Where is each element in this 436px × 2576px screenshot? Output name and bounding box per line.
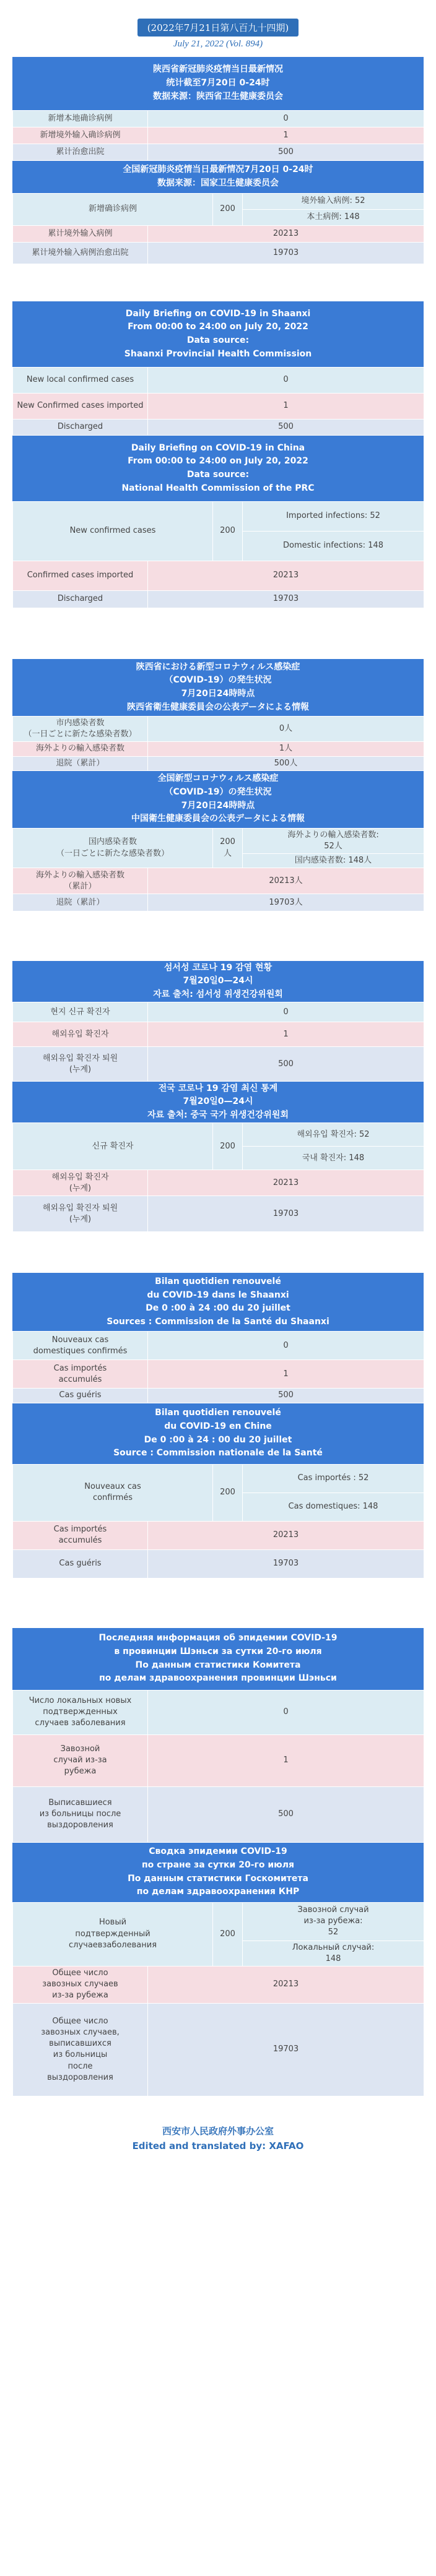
provincial-header-line: 섬서성 코로나 19 감염 현황	[164, 962, 272, 973]
national-header-line: （COVID-19）の発生状況	[164, 787, 272, 798]
provincial-table	[12, 110, 424, 161]
row-value: 500	[148, 144, 424, 161]
row-label: 현지 신규 확진자	[13, 1002, 148, 1022]
row-label: Cas guéris	[13, 1389, 148, 1403]
section-spacer	[0, 911, 436, 961]
row-value: 1	[148, 1022, 424, 1047]
provincial-header-line: Data source:	[186, 335, 250, 345]
row-value: 19703	[148, 1549, 424, 1578]
row-label: 해외유입 확진자 퇴원 (누계)	[13, 1196, 148, 1232]
row-value: 20213	[148, 1966, 424, 2003]
provincial-header-line: по делам здравоохранения провинции Шэньси	[99, 1673, 337, 1684]
provincial-header	[12, 1628, 424, 1690]
national-table	[12, 828, 424, 912]
provincial-header-line: 자료 출처: 섬서성 위생건강위원회	[153, 989, 283, 1000]
table-row	[13, 1549, 424, 1578]
row-value: 19703人	[148, 894, 424, 911]
national-header	[12, 161, 424, 193]
briefing-ja	[12, 659, 424, 911]
table-row	[13, 144, 424, 161]
row-value: 0	[148, 1332, 424, 1360]
row-value: 20213	[148, 561, 424, 591]
briefing-zh	[12, 57, 424, 264]
national-header-line: 전국 코로나 19 감염 최신 통계	[158, 1083, 278, 1093]
table-row	[13, 1170, 424, 1196]
issue-title: (2022年7月21日第八百九十四期)	[137, 19, 299, 37]
table-row	[13, 1690, 424, 1734]
table-row	[13, 194, 424, 210]
footer	[0, 2096, 436, 2153]
new-cases-total: 200	[213, 1123, 243, 1170]
new-cases-label: Новый подтвержденный случаевзаболевания	[13, 1902, 213, 1966]
imported-new-cases: 海外よりの輸入感染者数: 52人	[243, 828, 424, 853]
section-spacer	[0, 1232, 436, 1273]
row-label: Nouveaux cas domestiques confirmés	[13, 1332, 148, 1360]
section-spacer	[0, 1579, 436, 1628]
table-row	[13, 243, 424, 264]
provincial-header	[12, 659, 424, 716]
row-label: 累计境外输入病例	[13, 226, 148, 243]
table-row	[13, 894, 424, 911]
imported-new-cases: 境外输入病例: 52	[243, 194, 424, 210]
row-label: Cas guéris	[13, 1549, 148, 1578]
national-header-line: From 00:00 to 24:00 on July 20, 2022	[128, 456, 308, 467]
new-cases-total: 200	[213, 1464, 243, 1521]
table-row	[13, 756, 424, 770]
footer-credit: Edited and translated by: XAFAO	[132, 2140, 304, 2152]
row-value: 1	[148, 1360, 424, 1389]
row-value: 19703	[148, 591, 424, 608]
row-value: 0	[148, 368, 424, 394]
provincial-table	[12, 716, 424, 771]
issue-date: July 21, 2022 (Vol. 894)	[173, 39, 263, 49]
row-value: 20213	[148, 1521, 424, 1549]
provincial-header-line: Shaanxi Provincial Health Commission	[124, 348, 312, 359]
new-cases-label: 国内感染者数 （一日ごとに新たな感染者数）	[13, 828, 213, 868]
row-label: 海外よりの輸入感染者数	[13, 742, 148, 756]
row-value: 1人	[148, 742, 424, 756]
national-header-line: 자료 출처: 중국 국가 위생건강위원회	[147, 1110, 289, 1121]
row-value: 0	[148, 1690, 424, 1734]
new-cases-label: 新增确诊病例	[13, 194, 213, 226]
table-row	[13, 502, 424, 532]
row-label: 新增境外输入确诊病例	[13, 127, 148, 144]
row-label: Discharged	[13, 591, 148, 608]
national-table	[12, 1122, 424, 1232]
row-label: New Confirmed cases imported	[13, 394, 148, 420]
new-cases-label: 신규 확진자	[13, 1123, 213, 1170]
national-header-line: По данным статистики Госкомитета	[128, 1873, 308, 1884]
national-header-line: 7月20日24時時点	[181, 800, 255, 811]
table-row	[13, 561, 424, 591]
row-label: Общее число завозных случаев из-за рубежа	[13, 1966, 148, 2003]
provincial-header-line: 陝西省衛生健康委員会の公表データによる情報	[127, 702, 309, 712]
row-value: 500	[148, 1047, 424, 1082]
row-value: 19703	[148, 1196, 424, 1232]
provincial-header-line: 7월20일0—24시	[183, 976, 253, 986]
national-header	[12, 1082, 424, 1122]
provincial-header-line: Daily Briefing on COVID-19 in Shaanxi	[125, 308, 311, 319]
row-label: Cas importés accumulés	[13, 1521, 148, 1549]
national-header-line: Source : Commission nationale de la Santé	[113, 1448, 323, 1458]
row-label: 累计境外输入病例治愈出院	[13, 243, 148, 264]
table-row	[13, 742, 424, 756]
imported-new-cases: Завозной случай из-за рубежа: 52	[243, 1902, 424, 1941]
national-header-line: du COVID-19 en Chine	[164, 1421, 272, 1431]
provincial-header	[12, 961, 424, 1002]
national-header-line: 7월20일0—24시	[183, 1096, 253, 1107]
table-row	[13, 828, 424, 853]
table-row	[13, 127, 424, 144]
national-table	[12, 1902, 424, 2096]
row-value: 20213人	[148, 868, 424, 894]
table-row	[13, 2003, 424, 2096]
provincial-header-line: 陕西省新冠肺炎疫情当日最新情况	[153, 64, 283, 75]
imported-new-cases: Imported infections: 52	[243, 502, 424, 532]
national-header-line: Daily Briefing on COVID-19 in China	[131, 442, 305, 453]
new-cases-total: 200	[213, 1902, 243, 1966]
table-row	[13, 1734, 424, 1786]
provincial-header-line: Последняя информация об эпидемии COVID-19	[98, 1633, 338, 1643]
row-label: Общее число завозных случаев, выписавшихся из больницы после выздоровления	[13, 2003, 148, 2096]
row-label: New local confirmed cases	[13, 368, 148, 394]
page-header	[0, 0, 436, 57]
provincial-header-line: 统计截至7月20日 0-24时	[166, 78, 270, 88]
imported-new-cases: 해외유입 확진자: 52	[243, 1123, 424, 1147]
provincial-header-line: Bilan quotidien renouvelé	[155, 1276, 281, 1286]
national-header-line: Data source:	[186, 470, 250, 480]
table-row	[13, 1464, 424, 1493]
provincial-header-line: в провинции Шэньси за сутки 20-го июля	[114, 1646, 322, 1656]
provincial-header	[12, 301, 424, 367]
briefing-ko	[12, 961, 424, 1232]
national-header-line: по делам здравоохранения КНР	[136, 1887, 300, 1897]
row-label: 市内感染者数 （一日ごとに新たな感染者数）	[13, 717, 148, 742]
table-row	[13, 1022, 424, 1047]
table-row	[13, 1902, 424, 1941]
row-value: 500人	[148, 756, 424, 770]
national-table	[12, 501, 424, 608]
provincial-table	[12, 367, 424, 436]
table-row	[13, 1047, 424, 1082]
row-label: 해외유입 확진자 (누계)	[13, 1170, 148, 1196]
table-row	[13, 1332, 424, 1360]
domestic-new-cases: 国内感染者数: 148人	[243, 854, 424, 868]
row-value: 0	[148, 1002, 424, 1022]
footer-office: 西安市人民政府外事办公室	[162, 2125, 274, 2137]
table-row	[13, 1123, 424, 1147]
briefing-fr	[12, 1273, 424, 1578]
table-row	[13, 1389, 424, 1403]
national-header-line: Bilan quotidien renouvelé	[155, 1408, 281, 1418]
table-row	[13, 1786, 424, 1842]
new-cases-total: 200	[213, 194, 243, 226]
provincial-header-line: （COVID-19）の発生状況	[164, 675, 272, 686]
row-label: Cas importés accumulés	[13, 1360, 148, 1389]
provincial-header-line: 陝西省における新型コロナウィルス感染症	[136, 661, 300, 672]
provincial-table	[12, 1002, 424, 1082]
national-header-line: National Health Commission of the PRC	[121, 483, 315, 493]
provincial-header	[12, 1273, 424, 1331]
row-value: 1	[148, 127, 424, 144]
national-header-line: 全国新型コロナウィルス感染症	[157, 773, 279, 784]
national-header	[12, 1843, 424, 1902]
table-row	[13, 394, 424, 420]
row-value: 19703	[148, 243, 424, 264]
table-row	[13, 868, 424, 894]
row-label: 退院（累計）	[13, 756, 148, 770]
domestic-new-cases: Domestic infections: 148	[243, 532, 424, 561]
row-value: 20213	[148, 226, 424, 243]
section-spacer	[0, 264, 436, 301]
national-header	[12, 436, 424, 501]
national-header	[12, 771, 424, 828]
table-row	[13, 591, 424, 608]
table-row	[13, 368, 424, 394]
row-label: 해외유입 확진자	[13, 1022, 148, 1047]
section-spacer	[0, 608, 436, 659]
provincial-header	[12, 57, 424, 110]
row-value: 500	[148, 1389, 424, 1403]
row-value: 19703	[148, 2003, 424, 2096]
table-row	[13, 111, 424, 127]
provincial-header-line: From 00:00 to 24:00 on July 20, 2022	[128, 322, 308, 332]
provincial-header-line: 7月20日24時時点	[181, 689, 255, 699]
table-row	[13, 717, 424, 742]
row-label: Число локальных новых подтвержденных случаев заболевания	[13, 1690, 148, 1734]
national-table	[12, 1464, 424, 1579]
new-cases-label: New confirmed cases	[13, 502, 213, 561]
row-label: 海外よりの輸入感染者数 （累計）	[13, 868, 148, 894]
table-row	[13, 1360, 424, 1389]
table-row	[13, 1966, 424, 2003]
row-value: 0	[148, 111, 424, 127]
table-row	[13, 1002, 424, 1022]
national-header-line: по стране за сутки 20-го июля	[141, 1859, 295, 1870]
briefing-ru	[12, 1628, 424, 2096]
sections	[0, 57, 436, 2096]
table-row	[13, 226, 424, 243]
row-value: 500	[148, 1786, 424, 1842]
national-header-line: 全国新冠肺炎疫情当日最新情况7月20日 0-24时	[123, 165, 313, 175]
row-label: Confirmed cases imported	[13, 561, 148, 591]
provincial-header-line: 数据来源：陕西省卫生健康委员会	[153, 91, 283, 101]
row-value: 0人	[148, 717, 424, 742]
imported-new-cases: Cas importés : 52	[243, 1464, 424, 1493]
row-value: 500	[148, 420, 424, 436]
row-label: Выписавшиеся из больницы после выздоровления	[13, 1786, 148, 1842]
row-label: 退院（累計）	[13, 894, 148, 911]
domestic-new-cases: 국내 확진자: 148	[243, 1147, 424, 1170]
provincial-header-line: De 0 :00 à 24 :00 du 20 juillet	[146, 1303, 290, 1314]
new-cases-total: 200人	[213, 828, 243, 868]
row-label: 해외유입 확진자 퇴원 (누계)	[13, 1047, 148, 1082]
provincial-table	[12, 1331, 424, 1403]
national-header-line: 数据来源：国家卫生健康委员会	[157, 178, 279, 188]
national-header	[12, 1403, 424, 1464]
domestic-new-cases: Cas domestiques: 148	[243, 1493, 424, 1521]
row-label: 新增本地确诊病例	[13, 111, 148, 127]
provincial-header-line: du COVID-19 dans le Shaanxi	[147, 1290, 289, 1300]
row-value: 1	[148, 394, 424, 420]
provincial-header-line: По данным статистики Комитета	[135, 1660, 301, 1670]
row-label: Discharged	[13, 420, 148, 436]
domestic-new-cases: Локальный случай: 148	[243, 1941, 424, 1966]
provincial-table	[12, 1690, 424, 1843]
row-label: Завозной случай из-за рубежа	[13, 1734, 148, 1786]
national-table	[12, 193, 424, 264]
row-value: 1	[148, 1734, 424, 1786]
table-row	[13, 420, 424, 436]
row-label: 累计治愈出院	[13, 144, 148, 161]
row-value: 20213	[148, 1170, 424, 1196]
table-row	[13, 1521, 424, 1549]
table-row	[13, 1196, 424, 1232]
national-header-line: Сводка эпидемии COVID-19	[149, 1846, 287, 1857]
national-header-line: De 0 :00 à 24 : 00 du 20 juillet	[144, 1434, 292, 1445]
briefing-en	[12, 301, 424, 608]
national-header-line: 中国衛生健康委員会の公表データによる情報	[131, 814, 305, 824]
new-cases-label: Nouveaux cas confirmés	[13, 1464, 213, 1521]
domestic-new-cases: 本土病例: 148	[243, 210, 424, 226]
provincial-header-line: Sources : Commission de la Santé du Shaanxi	[107, 1317, 329, 1327]
new-cases-total: 200	[213, 502, 243, 561]
